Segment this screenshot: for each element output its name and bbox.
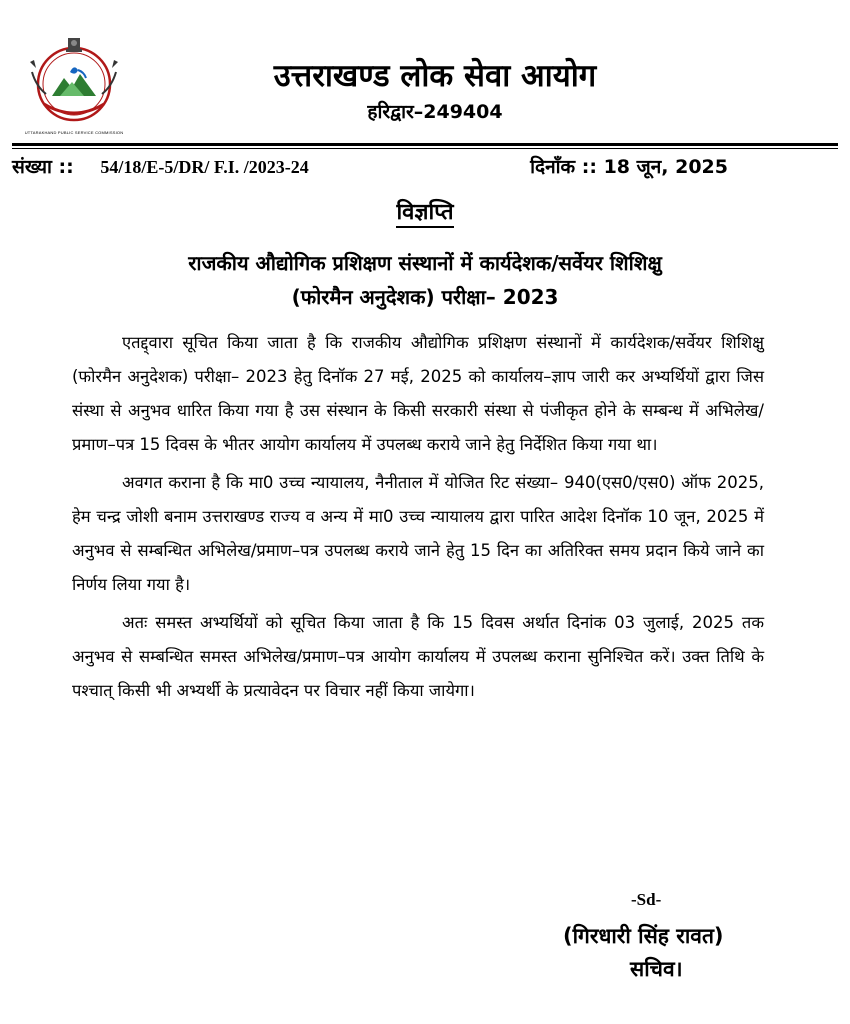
notice-body (72, 326, 764, 708)
reference-date (530, 153, 728, 179)
body-paragraph-3: अतः समस्त अभ्यर्थियों को सूचित किया जाता है कि 15 दिवस अर्थात दिनांक 03 जुलाई, 2025 तक अनुभव से सम्बन्धित समस्त अभिलेख/प्रमाण–पत्र आयोग कार्यालय में उपलब्ध कराना सुनिश्चित करें। उक्त तिथि के पश्चात् किसी भी अभ्यर्थी के प्रत्यावेदन पर विचार नहीं किया जायेगा। (72, 613, 764, 700)
header-divider (12, 143, 838, 146)
signatory-designation: सचिव। (630, 957, 683, 981)
subject-line-1: राजकीय औद्योगिक प्रशिक्षण संस्थानों में कार्यदेशक/सर्वेयर शिशिक्षु (188, 251, 662, 275)
body-paragraph-2: अवगत कराना है कि मा0 उच्च न्यायालय, नैनीताल में योजित रिट संख्या– 940(एस0/एस0) ऑफ 2025, हेम चन्द्र जोशी बनाम उत्तराखण्ड राज्य व अन्य में मा0 उच्च न्यायालय द्वारा पारित आदेश दिनॉक 10 जून, 2025 में अनुभव से सम्बन्धित अभिलेख/प्रमाण–पत्र उपलब्ध कराये जाने हेतु 15 दिन का अतिरिक्त समय प्रदान किये जाने का निर्णय लिया गया है। (72, 473, 764, 594)
organization-address: हरिद्वार–249404 (367, 101, 503, 123)
organization-name: उत्तराखण्ड लोक सेवा आयोग (273, 58, 597, 94)
notice-heading (0, 196, 850, 226)
reference-line (12, 153, 728, 179)
notice-heading-text: विज्ञप्ति (396, 200, 453, 228)
reference-date-value: 18 जून, 2025 (603, 156, 728, 178)
reference-date-label: दिनाँक :: (530, 156, 597, 178)
signature-sd: -Sd- (631, 890, 662, 909)
commission-logo (22, 32, 126, 142)
body-paragraph-1: एतद्द्वारा सूचित किया जाता है कि राजकीय औद्योगिक प्रशिक्षण संस्थानों में कार्यदेशक/सर्वेयर शिशिक्षु (फोरमैन अनुदेशक) परीक्षा– 2023 हेतु दिनॉक 27 मई, 2025 को कार्यालय–ज्ञाप जारी कर अभ्यर्थियों द्वारा जिस संस्था से अनुभव धारित किया गया है उस संस्थान के किसी सरकारी संस्था से पंजीकृत होने के सम्बन्ध में अभिलेख/प्रमाण–पत्र 15 दिवस के भीतर आयोग कार्यालय में उपलब्ध कराये जाने हेतु निर्देशित किया गया था। (72, 333, 764, 454)
logo-caption: UTTARAKHAND PUBLIC SERVICE COMMISSION (24, 130, 124, 135)
notice-subject (110, 246, 740, 314)
reference-number-label: संख्या :: (12, 156, 74, 178)
reference-number (12, 153, 309, 179)
subject-line-2: (फोरमैन अनुदेशक) परीक्षा– 2023 (291, 285, 559, 309)
header-divider-thin (12, 148, 838, 149)
signatory-name: (गिरधारी सिंह रावत) (563, 924, 724, 948)
commission-emblem-icon (22, 32, 126, 132)
reference-number-value: 54/18/E-5/DR/ F.I. /2023-24 (100, 157, 309, 177)
